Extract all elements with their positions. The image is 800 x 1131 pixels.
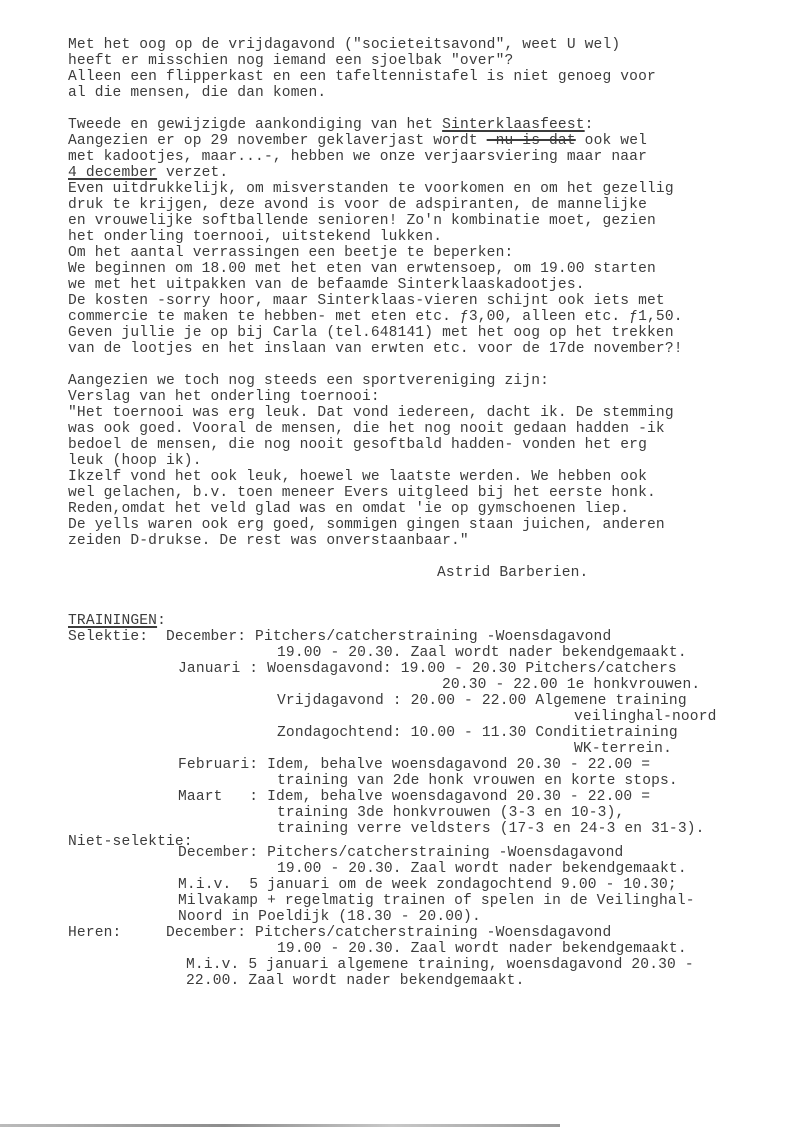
- training-line: training van 2de honk vrouwen en korte stops.: [277, 773, 678, 789]
- text: ook wel: [575, 133, 648, 149]
- training-line: Zondagochtend: 10.00 - 11.30 Conditietraining: [277, 725, 678, 741]
- training-line: Heren: December: Pitchers/catcherstraining -Woensdagavond: [68, 925, 612, 941]
- text-line: Even uitdrukkelijk, om misverstanden te voorkomen en om het gezellig: [68, 181, 674, 197]
- signature: Astrid Barberien.: [437, 565, 589, 581]
- training-line: M.i.v. 5 januari algemene training, woensdagavond 20.30 -: [186, 957, 694, 973]
- text-line: heeft er misschien nog iemand een sjoelbak "over"?: [68, 53, 514, 69]
- training-line: M.i.v. 5 januari om de week zondagochtend 9.00 - 10.30;: [178, 877, 677, 893]
- text-line: en vrouwelijke softballende senioren! Zo'n kombinatie moet, gezien: [68, 213, 656, 229]
- text-line: De kosten -sorry hoor, maar Sinterklaas-vieren schijnt ook iets met: [68, 293, 665, 309]
- text-line: het onderling toernooi, uitstekend lukken.: [68, 229, 443, 245]
- training-line: 19.00 - 20.30. Zaal wordt nader bekendgemaakt.: [277, 861, 687, 877]
- training-line: Selektie: December: Pitchers/catcherstraining -Woensdagavond: [68, 629, 612, 645]
- training-line: Milvakamp + regelmatig trainen of spelen in de Veilinghal-: [178, 893, 695, 909]
- text-line: Om het aantal verrassingen een beetje te beperken:: [68, 245, 514, 261]
- training-line: Vrijdagavond : 20.00 - 22.00 Algemene training: [277, 693, 687, 709]
- struck-text: -nu is dat: [486, 133, 576, 149]
- text-line: Geven jullie je op bij Carla (tel.648141) met het oog op het trekken: [68, 325, 674, 341]
- text-line: al die mensen, die dan komen.: [68, 85, 327, 101]
- text-line: druk te krijgen, deze avond is voor de adspiranten, de mannelijke: [68, 197, 647, 213]
- training-line: WK-terrein.: [574, 741, 672, 757]
- page-bottom-edge: [0, 1124, 560, 1127]
- text: verzet.: [157, 165, 229, 181]
- training-line: Niet-selektie:: [68, 834, 193, 850]
- text-line: Reden,omdat het veld glad was en omdat 'ie op gymschoenen liep.: [68, 501, 630, 517]
- trainingen-heading: TRAININGEN: [68, 613, 158, 629]
- text-line: van de lootjes en het inslaan van erwten etc. voor de 17de november?!: [68, 341, 683, 357]
- text-line: Ikzelf vond het ook leuk, hoewel we laatste werden. We hebben ook: [68, 469, 647, 485]
- training-line: December: Pitchers/catcherstraining -Woensdagavond: [178, 845, 624, 861]
- text: Tweede en gewijzigde aankondiging van het: [68, 117, 443, 133]
- text-line: Met het oog op de vrijdagavond ("societeitsavond", weet U wel): [68, 37, 621, 53]
- text-line: Verslag van het onderling toernooi:: [68, 389, 380, 405]
- text-line: we met het uitpakken van de befaamde Sinterklaaskadootjes.: [68, 277, 585, 293]
- text-line: [68, 133, 647, 149]
- training-line: 19.00 - 20.30. Zaal wordt nader bekendgemaakt.: [277, 941, 687, 957]
- training-line: Noord in Poeldijk (18.30 - 20.00).: [178, 909, 481, 925]
- announcement-heading-line: [68, 117, 594, 133]
- training-line: Maart : Idem, behalve woensdagavond 20.30 - 22.00 =: [178, 789, 651, 805]
- text-line: De yells waren ook erg goed, sommigen gingen staan juichen, anderen: [68, 517, 665, 533]
- sinterklaasfeest-underlined: Sinterklaasfeest: [442, 117, 585, 133]
- text-line: was ook goed. Vooral de mensen, die het nog nooit gedaan hadden -ik: [68, 421, 665, 437]
- text: Aangezien er op 29 november geklaverjast wordt: [68, 133, 487, 149]
- training-line: training verre veldsters (17-3 en 24-3 en 31-3).: [277, 821, 705, 837]
- text-line: Aangezien we toch nog steeds een sportvereniging zijn:: [68, 373, 550, 389]
- text: :: [584, 117, 594, 133]
- training-line: Februari: Idem, behalve woensdagavond 20.30 - 22.00 =: [178, 757, 651, 773]
- text-line: commercie te maken te hebben- met eten etc. ƒ3,00, alleen etc. ƒ1,50.: [68, 309, 683, 325]
- training-line: 20.30 - 22.00 1e honkvrouwen.: [442, 677, 701, 693]
- text-line: zeiden D-drukse. De rest was onverstaanbaar.": [68, 533, 469, 549]
- date-underlined: 4 december: [68, 165, 158, 181]
- text: :: [157, 613, 166, 629]
- text-line: "Het toernooi was erg leuk. Dat vond iedereen, dacht ik. De stemming: [68, 405, 674, 421]
- training-line: 22.00. Zaal wordt nader bekendgemaakt.: [186, 973, 525, 989]
- text-line: bedoel de mensen, die nog nooit gesoftbald hadden- vonden het erg: [68, 437, 647, 453]
- training-line: training 3de honkvrouwen (3-3 en 10-3),: [277, 805, 625, 821]
- text-line: met kadootjes, maar...-, hebben we onze verjaarsviering maar naar: [68, 149, 647, 165]
- section-heading: [68, 613, 166, 629]
- text-line: wel gelachen, b.v. toen meneer Evers uitgleed bij het eerste honk.: [68, 485, 656, 501]
- text-line: [68, 165, 228, 181]
- text-line: We beginnen om 18.00 met het eten van erwtensoep, om 19.00 starten: [68, 261, 656, 277]
- training-line: Januari : Woensdagavond: 19.00 - 20.30 Pitchers/catchers: [178, 661, 677, 677]
- training-line: 19.00 - 20.30. Zaal wordt nader bekendgemaakt.: [277, 645, 687, 661]
- training-line: veilinghal-noord: [574, 709, 717, 725]
- text-line: Alleen een flipperkast en een tafeltennistafel is niet genoeg voor: [68, 69, 656, 85]
- text-line: leuk (hoop ik).: [68, 453, 202, 469]
